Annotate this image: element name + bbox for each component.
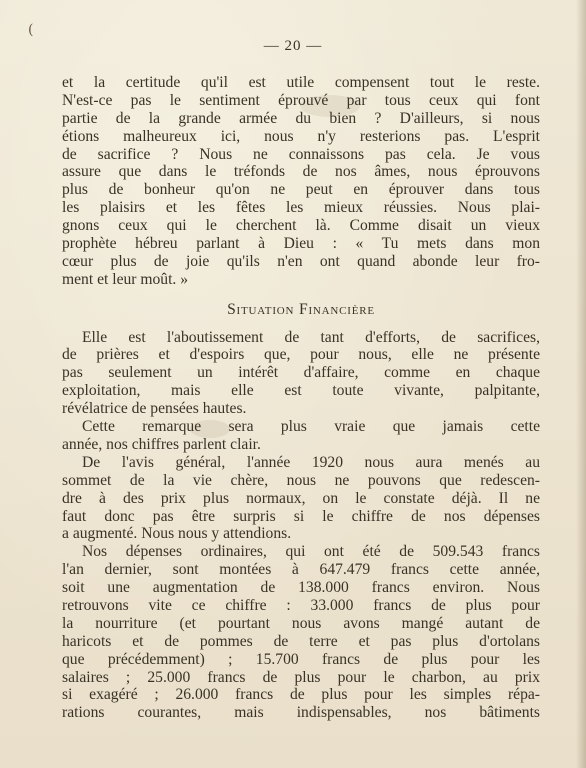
paragraph-depenses [62,543,540,722]
text-line: a augmenté. Nous nous y attendions. [62,525,292,543]
text-line: étions malheureux ici, nous n'y resterions pas. L'esprit [62,127,540,145]
text-line: N'est-ce pas le sentiment éprouvé par tous ceux qui font [62,91,540,109]
text-line: faut donc pas être surpris si le chiffre de nos dépenses [62,507,540,525]
text-line: pas seulement un intérêt d'affaire, comme en chaque [62,364,540,382]
text-line: cœur plus de joie qu'ils n'en ont quand abonde leur fro- [62,252,540,270]
body-text [62,74,540,722]
text-line: assure que dans le tréfonds de nos âmes, nous éprouvons [62,163,540,181]
text-line: prophète hébreu parlant à Dieu : « Tu mets dans mon [62,235,540,253]
text-line: de prières et d'espoirs que, pour nous, elle ne présente [62,346,540,364]
text-line: Elle est l'aboutissement de tant d'efforts, de sacrifices, [82,328,540,346]
text-line: retrouvons vite ce chiffre : 33.000 francs de plus pour [62,596,540,614]
page-number: — 20 — [263,38,323,54]
text-line: l'an dernier, sont montées à 647.479 francs cette année, [62,561,540,579]
text-line: ment et leur moût. » [62,270,189,288]
text-line: De l'avis général, l'année 1920 nous aura menés au [82,453,540,471]
page-edge-shadow [576,0,586,768]
text-line: rations courantes, mais indispensables, nos bâtiments [62,704,540,722]
text-line: sommet de la vie chère, nous ne pouvons que redescen- [62,471,540,489]
text-line: de sacrifice ? Nous ne connaissons pas cela. Je vous [62,145,540,163]
text-line: la nourriture (et pourtant nous avons mangé autant de [62,614,540,632]
text-line: et la certitude qu'il est utile compensent tout le reste. [62,74,540,91]
text-line: Nos dépenses ordinaires, qui ont été de 509.543 francs [82,543,540,561]
text-line: partie de la grande armée du bien ? D'ailleurs, si nous [62,109,540,127]
text-line: dre à des prix plus normaux, on le constate déjà. Il ne [62,489,540,507]
paragraph-remarque [62,418,540,454]
text-line: exploitation, mais elle est toute vivante, palpitante, [62,382,540,400]
text-line: révélatrice de pensées hautes. [62,400,247,418]
section-heading: Situation Financière [227,300,375,318]
text-line: soit une augmentation de 138.000 francs environ. Nous [62,579,540,597]
paragraph-situation [62,329,540,418]
text-line: les plaisirs et les fêtes les mieux réussies. Nous plai- [62,199,540,217]
paragraph-intro [62,74,540,289]
text-line: que précédemment) ; 15.700 francs de plus pour les [62,650,540,668]
text-line: haricots et de pommes de terre et pas plus d'ortolans [62,632,540,650]
text-line: Cette remarque sera plus vraie que jamais cette [82,418,540,436]
text-line: salaires ; 25.000 francs de plus pour le charbon, au prix [62,668,540,686]
pencil-mark: ( [28,22,34,38]
text-line: gnons ceux qui le cherchent là. Comme disait un vieux [62,217,540,235]
paragraph-avis [62,454,540,543]
text-line: année, nos chiffres parlent clair. [62,435,261,453]
text-line: si exagéré ; 26.000 francs de plus pour les simples répa- [62,686,540,704]
text-line: plus de bonheur qu'on ne peut en éprouver dans tous [62,181,540,199]
